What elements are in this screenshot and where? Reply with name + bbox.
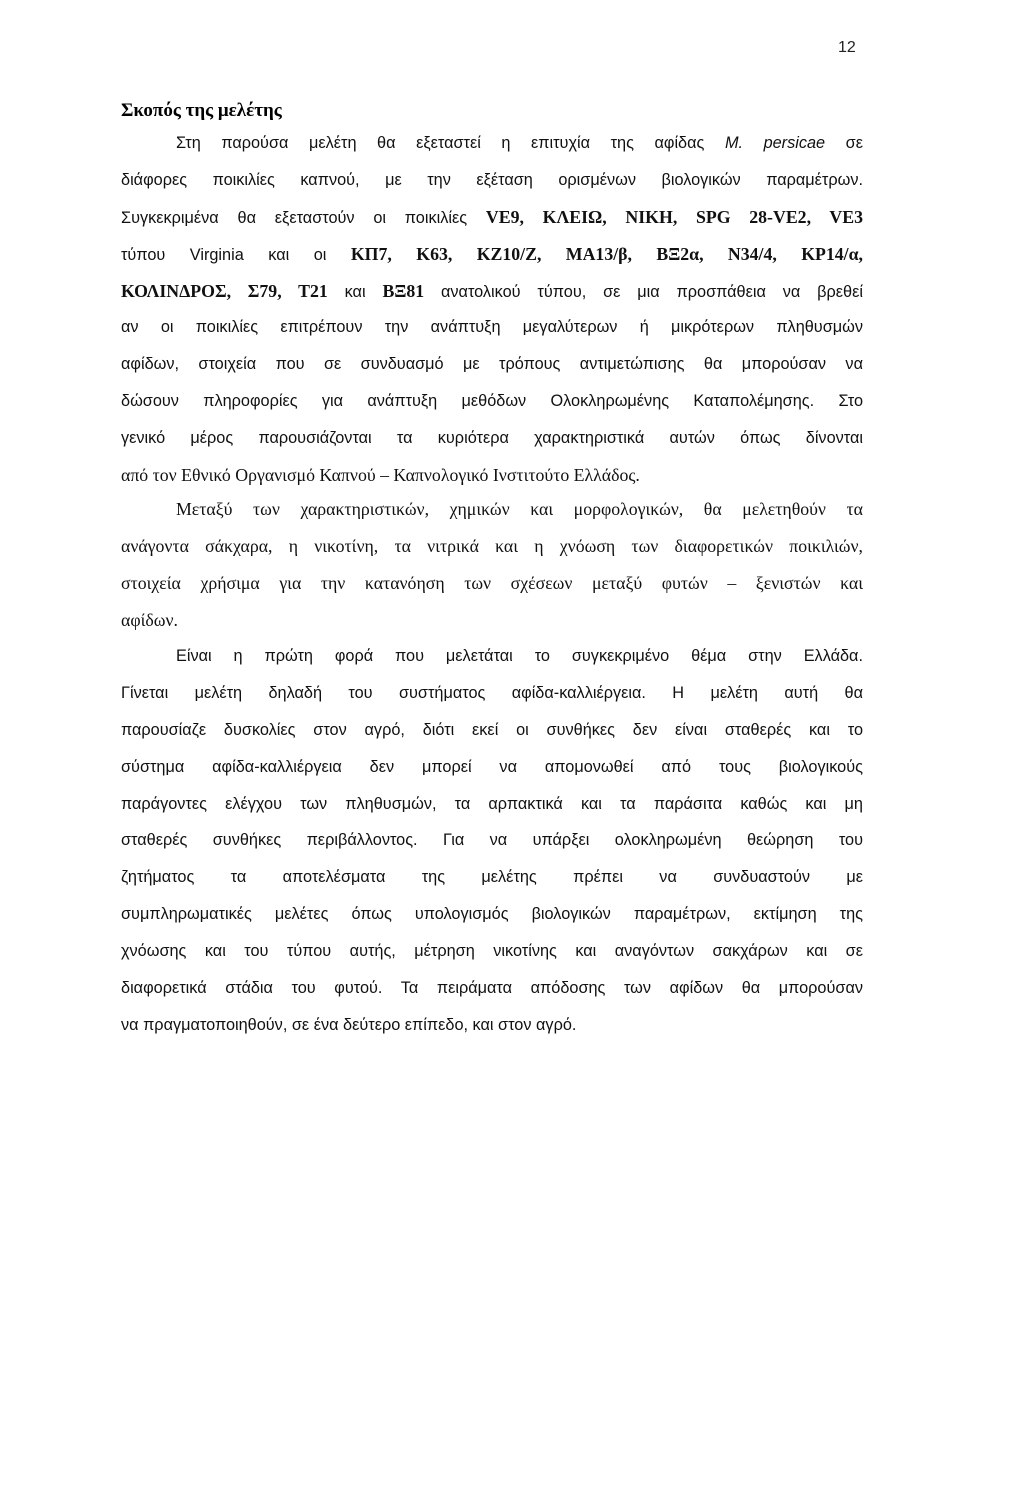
text-line: να πραγματοποιηθούν, σε ένα δεύτερο επίπεδο, και στον αγρό.	[121, 1015, 577, 1034]
paragraph-system	[121, 638, 863, 1044]
text-line: συμπληρωματικές μελέτες όπως υπολογισμός βιολογικών παραμέτρων, εκτίμηση της	[121, 905, 863, 924]
text-line: σύστημα αφίδα-καλλιέργεια δεν μπορεί να απομονωθεί από τους βιολογικούς	[121, 757, 863, 776]
variety-list: VE9, ΚΛΕΙΩ, ΝΙΚΗ, SPG 28-VE2, VE3	[485, 206, 863, 227]
species-name: M. persicae	[724, 134, 826, 152]
variety-list: ΚΟΛΙΝΔΡΟΣ, Σ79, Τ21	[121, 280, 328, 301]
text-span: και	[327, 282, 383, 301]
paragraph-aims	[121, 125, 863, 494]
text-line: στοιχεία χρήσιμα για την κατανόηση των σχέσεων μεταξύ φυτών – ξενιστών και	[121, 572, 863, 593]
text-span: ανατολικού τύπου, σε μια προσπάθεια να βρεθεί	[424, 282, 863, 301]
text-line: παρουσίαζε δυσκολίες στον αγρό, διότι εκεί οι συνθήκες δεν είναι σταθερές και το	[121, 720, 863, 739]
text-span: Συγκεκριμένα θα εξεταστούν οι ποικιλίες	[121, 208, 486, 227]
text-line: διάφορες ποικιλίες καπνού, με την εξέταση ορισμένων βιολογικών παραμέτρων.	[121, 170, 863, 189]
text-line: ζητήματος τα αποτελέσματα της μελέτης πρέπει να συνδυαστούν με	[121, 868, 863, 887]
text-line: γενικό μέρος παρουσιάζονται τα κυριότερα χαρακτηριστικά αυτών όπως δίνονται	[121, 429, 863, 448]
variety-list: ΚΠ7, Κ63, ΚΖ10/Ζ, ΜΑ13/β, ΒΞ2α, Ν34/4, ΚΡ14/α,	[350, 243, 863, 264]
text-line: αν οι ποικιλίες επιτρέπουν την ανάπτυξη μεγαλύτερων ή μικρότερων πληθυσμών	[121, 318, 863, 337]
text-line: σταθερές συνθήκες περιβάλλοντος. Για να υπάρξει ολοκληρωμένη θεώρηση του	[121, 831, 863, 850]
text-line	[121, 125, 863, 162]
text-line: Γίνεται μελέτη δηλαδή του συστήματος αφίδα-καλλιέργεια. Η μελέτη αυτή θα	[121, 683, 863, 702]
text-line	[121, 273, 863, 310]
paragraph-characteristics	[121, 491, 863, 639]
text-span: σε	[825, 134, 863, 152]
text-line: παράγοντες ελέγχου των πληθυσμών, τα αρπακτικά και τα παράσιτα καθώς και μη	[121, 794, 863, 813]
text-span: Στη παρούσα μελέτη θα εξεταστεί η επιτυχία της αφίδας	[176, 134, 725, 152]
text-line: δώσουν πληροφορίες για ανάπτυξη μεθόδων Ολοκληρωμένης Καταπολέμησης. Στο	[121, 392, 863, 411]
text-line: αφίδων, στοιχεία που σε συνδυασμό με τρόπους αντιμετώπισης θα μπορούσαν να	[121, 355, 863, 374]
text-line	[121, 199, 863, 236]
page-number: 12	[838, 39, 856, 56]
variety-list: ΒΞ81	[382, 280, 425, 301]
text-line: Είναι η πρώτη φορά που μελετάται το συγκεκριμένο θέμα στην Ελλάδα.	[176, 647, 863, 665]
section-title: Σκοπός της μελέτης	[121, 100, 282, 121]
text-line: χνόωσης και του τύπου αυτής, μέτρηση νικοτίνης και αναγόντων σακχάρων και σε	[121, 942, 863, 961]
text-span: τύπου Virginia και οι	[121, 245, 351, 264]
text-line: διαφορετικά στάδια του φυτού. Τα πειράματα απόδοσης των αφίδων θα μπορούσαν	[121, 979, 863, 998]
text-line: Μεταξύ των χαρακτηριστικών, χημικών και μορφολογικών, θα μελετηθούν τα	[176, 499, 863, 519]
text-line: από τον Εθνικό Οργανισμό Καπνού – Καπνολογικό Ινστιτούτο Ελλάδος.	[121, 465, 640, 486]
text-line	[121, 236, 863, 273]
text-line: ανάγοντα σάκχαρα, η νικοτίνη, τα νιτρικά και η χνόωση των διαφορετικών ποικιλιών,	[121, 535, 863, 556]
text-line: αφίδων.	[121, 609, 178, 630]
